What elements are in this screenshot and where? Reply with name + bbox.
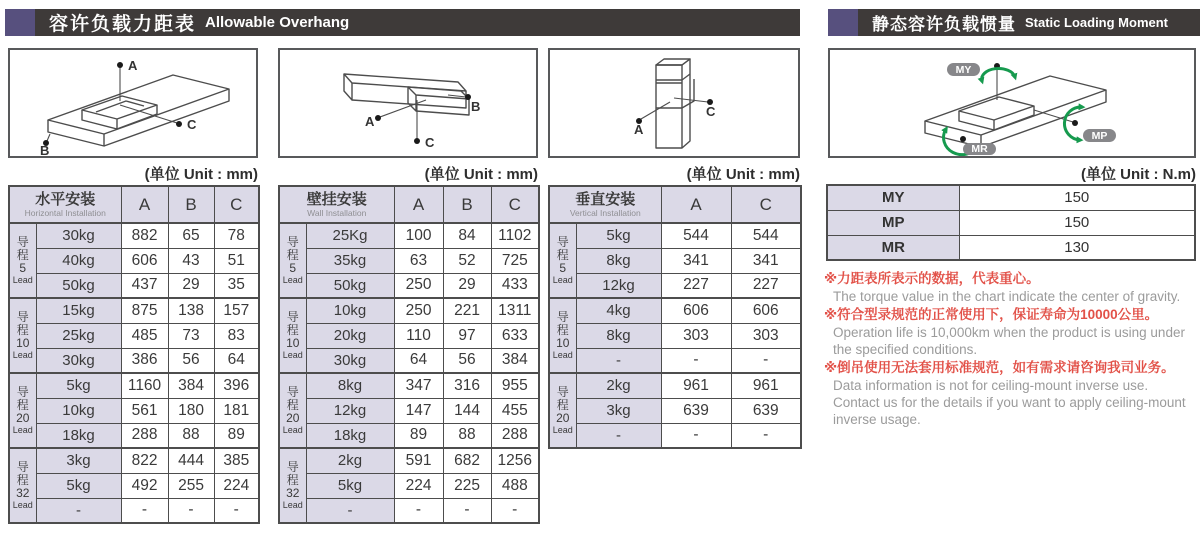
table-row <box>279 348 539 373</box>
mp-label: MP <box>1091 130 1108 142</box>
value-cell: 56 <box>168 348 214 373</box>
rail-wireframe <box>925 76 1106 147</box>
value-cell: 288 <box>121 423 168 448</box>
table-row <box>9 298 259 323</box>
value-cell: 221 <box>443 298 491 323</box>
value-cell: 1256 <box>491 448 539 473</box>
value-cell: 633 <box>491 323 539 348</box>
value-cell: 341 <box>661 248 731 273</box>
value-cell: 89 <box>214 423 259 448</box>
value-cell: 110 <box>394 323 443 348</box>
value-cell: 591 <box>394 448 443 473</box>
table-row <box>9 273 259 298</box>
value-cell: - <box>731 423 801 448</box>
value-cell: 88 <box>443 423 491 448</box>
mr-axis-dot <box>960 136 966 142</box>
value-cell: 882 <box>121 223 168 248</box>
value-cell: 288 <box>491 423 539 448</box>
value-cell: 544 <box>731 223 801 248</box>
value-cell: 78 <box>214 223 259 248</box>
point-a-dot <box>375 115 381 121</box>
value-cell: 1160 <box>121 373 168 398</box>
value-cell: 444 <box>168 448 214 473</box>
weight-cell: 30kg <box>306 348 394 373</box>
weight-cell: - <box>576 348 661 373</box>
table-row <box>9 323 259 348</box>
mr-label: MR <box>971 143 988 155</box>
moment-diagram <box>828 48 1196 158</box>
weight-cell: 18kg <box>306 423 394 448</box>
column-header-a: A <box>394 186 443 223</box>
wall-lead-32-group <box>279 448 539 523</box>
column-header-a: A <box>661 186 731 223</box>
weight-cell: 12kg <box>306 398 394 423</box>
point-label-a: A <box>634 122 644 137</box>
value-cell: 138 <box>168 298 214 323</box>
mp-label-pill <box>1083 129 1116 142</box>
point-label-c: C <box>187 117 197 132</box>
table-row <box>9 373 259 398</box>
lead-20-cell: 导 程 20 Lead <box>549 373 576 448</box>
weight-cell: 8kg <box>306 373 394 398</box>
value-cell: 875 <box>121 298 168 323</box>
value-cell: 1102 <box>491 223 539 248</box>
table-row <box>549 348 801 373</box>
value-cell: 227 <box>731 273 801 298</box>
value-cell: 822 <box>121 448 168 473</box>
header-row <box>279 186 539 223</box>
weight-cell: 4kg <box>576 298 661 323</box>
value-cell: - <box>121 498 168 523</box>
rail-wireframe <box>344 74 469 115</box>
lead-10-cell: 导 程 10 Lead <box>549 298 576 373</box>
lead-20-cell: 导 程 20 Lead <box>9 373 36 448</box>
static-moment-table <box>826 184 1196 261</box>
wall-lead-5-group <box>279 223 539 298</box>
table-row <box>279 223 539 248</box>
value-cell: 1311 <box>491 298 539 323</box>
table-row <box>279 498 539 523</box>
value-cell: 83 <box>214 323 259 348</box>
moment-value-my: 150 <box>959 185 1195 210</box>
vertical-lead-20-group <box>549 373 801 448</box>
value-cell: 639 <box>731 398 801 423</box>
weight-cell: 40kg <box>36 248 121 273</box>
lead-5-cell: 导 程 5 Lead <box>9 223 36 298</box>
weight-cell: 30kg <box>36 223 121 248</box>
value-cell: 100 <box>394 223 443 248</box>
column-header-b: B <box>168 186 214 223</box>
value-cell: 396 <box>214 373 259 398</box>
point-c-dot <box>176 121 182 127</box>
unit-label-mm-3: (单位 Unit : mm) <box>686 166 800 183</box>
point-c-dot <box>414 138 420 144</box>
rail-wireframe <box>656 59 694 148</box>
value-cell: 180 <box>168 398 214 423</box>
table-row <box>279 273 539 298</box>
horizontal-install-svg <box>10 50 256 156</box>
value-cell: 35 <box>214 273 259 298</box>
value-cell: 97 <box>443 323 491 348</box>
moment-label-mp: MP <box>827 210 959 235</box>
value-cell: 433 <box>491 273 539 298</box>
value-cell: - <box>214 498 259 523</box>
mr-label-pill <box>963 143 996 155</box>
value-cell: - <box>443 498 491 523</box>
value-cell: 29 <box>168 273 214 298</box>
moment-row <box>827 210 1195 235</box>
unit-label-mm-2: (单位 Unit : mm) <box>424 166 538 183</box>
lead-32-cell: 导 程 32 Lead <box>9 448 36 523</box>
value-cell: 384 <box>491 348 539 373</box>
weight-cell: 20kg <box>306 323 394 348</box>
moment-table-host <box>826 184 1196 261</box>
value-cell: 955 <box>491 373 539 398</box>
weight-cell: 5kg <box>576 223 661 248</box>
lead-10-cell: 导 程 10 Lead <box>9 298 36 373</box>
value-cell: 144 <box>443 398 491 423</box>
left-section-header <box>5 9 800 36</box>
weight-cell: 30kg <box>36 348 121 373</box>
moment-value-mp: 150 <box>959 210 1195 235</box>
wall-table-title <box>279 186 394 223</box>
header-row <box>9 186 259 223</box>
value-cell: 455 <box>491 398 539 423</box>
value-cell: 303 <box>731 323 801 348</box>
value-cell: 384 <box>168 373 214 398</box>
value-cell: 561 <box>121 398 168 423</box>
weight-cell: 3kg <box>576 398 661 423</box>
value-cell: 147 <box>394 398 443 423</box>
table-row <box>9 398 259 423</box>
wall-lead-20-group <box>279 373 539 448</box>
right-section-header <box>828 9 1200 36</box>
moment-diagram-svg <box>830 50 1194 156</box>
note-text-en: Operation life is 10,000km when the product is using under the specified conditions. <box>833 325 1185 357</box>
accent-square <box>5 9 35 36</box>
horizontal-lead-5-group <box>9 223 259 298</box>
note-text-en: The torque value in the chart indicate the center of gravity. <box>833 289 1181 304</box>
weight-cell: 35kg <box>306 248 394 273</box>
value-cell: - <box>168 498 214 523</box>
value-cell: 639 <box>661 398 731 423</box>
table-row <box>549 248 801 273</box>
weight-cell: 12kg <box>576 273 661 298</box>
table-row <box>279 298 539 323</box>
column-header-c: C <box>731 186 801 223</box>
horizontal-lead-32-group <box>9 448 259 523</box>
table-row <box>279 473 539 498</box>
my-rotation-arrow <box>982 68 1015 81</box>
table-row <box>279 398 539 423</box>
vertical-lead-5-group <box>549 223 801 298</box>
vertical-install-diagram <box>548 48 800 158</box>
value-cell: 303 <box>661 323 731 348</box>
weight-cell: 25Kg <box>306 223 394 248</box>
value-cell: 157 <box>214 298 259 323</box>
left-section-title-zh: 容许负载力距表 <box>49 14 197 35</box>
my-label: MY <box>955 64 972 76</box>
wall-installation-table-host <box>278 185 538 524</box>
right-section-title-zh: 静态容许负载惯量 <box>872 15 1016 34</box>
note-text-zh: ※符合型录规范的正常使用下，保证寿命为10000公里。 <box>824 307 1159 322</box>
value-cell: 64 <box>214 348 259 373</box>
weight-cell: 5kg <box>36 373 121 398</box>
value-cell: 65 <box>168 223 214 248</box>
moment-label-mr: MR <box>827 235 959 260</box>
weight-cell: 5kg <box>306 473 394 498</box>
note-text-en: Data information is not for ceiling-mount inverse use. <box>833 378 1149 393</box>
header-row <box>549 186 801 223</box>
moment-label-my: MY <box>827 185 959 210</box>
value-cell: 52 <box>443 248 491 273</box>
left-section-title-en: Allowable Overhang <box>205 14 350 31</box>
weight-cell: 2kg <box>576 373 661 398</box>
value-cell: 63 <box>394 248 443 273</box>
note-text-en: Contact us for the details if you want to apply ceiling-mount inverse usage. <box>833 395 1186 427</box>
value-cell: - <box>661 348 731 373</box>
value-cell: 347 <box>394 373 443 398</box>
value-cell: 606 <box>661 298 731 323</box>
wall-title-zh: 壁挂安装 <box>306 191 367 208</box>
table-row <box>9 498 259 523</box>
value-cell: 488 <box>491 473 539 498</box>
vertical-installation-table <box>548 185 802 449</box>
table-row <box>549 223 801 248</box>
value-cell: - <box>731 348 801 373</box>
value-cell: 89 <box>394 423 443 448</box>
weight-cell: 5kg <box>36 473 121 498</box>
value-cell: 437 <box>121 273 168 298</box>
table-row <box>279 323 539 348</box>
vertical-table-title <box>549 186 661 223</box>
value-cell: 492 <box>121 473 168 498</box>
horizontal-installation-table-host <box>8 185 258 524</box>
value-cell: 485 <box>121 323 168 348</box>
value-cell: 224 <box>214 473 259 498</box>
table-row <box>549 373 801 398</box>
value-cell: 224 <box>394 473 443 498</box>
weight-cell: 8kg <box>576 323 661 348</box>
horizontal-lead-20-group <box>9 373 259 448</box>
lead-20-cell: 导 程 20 Lead <box>279 373 306 448</box>
my-label-pill <box>947 63 980 76</box>
weight-cell: - <box>306 498 394 523</box>
horizontal-lead-10-group <box>9 298 259 373</box>
weight-cell: 3kg <box>36 448 121 473</box>
value-cell: 250 <box>394 298 443 323</box>
point-label-a: A <box>365 114 375 129</box>
wall-installation-table <box>278 185 540 524</box>
value-cell: 225 <box>443 473 491 498</box>
note-text-zh: ※倒吊使用无法套用标准规范，如有需求请咨询我司业务。 <box>824 360 1175 375</box>
column-header-c: C <box>491 186 539 223</box>
table-row <box>9 248 259 273</box>
unit-label-mm-1: (单位 Unit : mm) <box>144 166 258 183</box>
wall-install-svg <box>280 50 536 156</box>
table-row <box>279 448 539 473</box>
wall-install-diagram <box>278 48 538 158</box>
horizontal-installation-table <box>8 185 260 524</box>
weight-cell: 10kg <box>306 298 394 323</box>
value-cell: - <box>661 423 731 448</box>
table-row <box>279 373 539 398</box>
weight-cell: - <box>36 498 121 523</box>
weight-cell: 10kg <box>36 398 121 423</box>
accent-square <box>828 9 858 36</box>
value-cell: 961 <box>731 373 801 398</box>
weight-cell: 50kg <box>306 273 394 298</box>
value-cell: 73 <box>168 323 214 348</box>
notes <box>824 269 1200 428</box>
weight-cell: 2kg <box>306 448 394 473</box>
value-cell: 316 <box>443 373 491 398</box>
point-label-a: A <box>128 58 138 73</box>
value-cell: 255 <box>168 473 214 498</box>
unit-label-nm: (单位 Unit : N.m) <box>1081 166 1196 183</box>
vertical-title-en: Vertical Installation <box>569 208 641 218</box>
vertical-lead-10-group <box>549 298 801 373</box>
point-label-c: C <box>425 135 435 150</box>
vertical-title-zh: 垂直安装 <box>575 191 636 208</box>
vertical-install-svg <box>550 50 798 156</box>
lead-5-cell: 导 程 5 Lead <box>549 223 576 298</box>
value-cell: 386 <box>121 348 168 373</box>
table-row <box>9 448 259 473</box>
value-cell: 682 <box>443 448 491 473</box>
value-cell: 84 <box>443 223 491 248</box>
value-cell: 961 <box>661 373 731 398</box>
value-cell: 88 <box>168 423 214 448</box>
horizontal-title-zh: 水平安装 <box>35 191 96 208</box>
column-header-b: B <box>443 186 491 223</box>
weight-cell: 18kg <box>36 423 121 448</box>
moment-value-mr: 130 <box>959 235 1195 260</box>
table-row <box>9 348 259 373</box>
table-row <box>279 248 539 273</box>
weight-cell: 50kg <box>36 273 121 298</box>
right-section-header-bar <box>858 9 1200 36</box>
lead-5-cell: 导 程 5 Lead <box>279 223 306 298</box>
horizontal-title-en: Horizontal Installation <box>24 208 106 218</box>
point-a-dot <box>117 62 123 68</box>
moment-row <box>827 235 1195 260</box>
lead-10-cell: 导 程 10 Lead <box>279 298 306 373</box>
lead-32-cell: 导 程 32 Lead <box>279 448 306 523</box>
point-label-b: B <box>471 99 481 114</box>
value-cell: 29 <box>443 273 491 298</box>
right-section-title-en: Static Loading Moment <box>1025 15 1168 30</box>
value-cell: 227 <box>661 273 731 298</box>
table-row <box>9 223 259 248</box>
value-cell: 250 <box>394 273 443 298</box>
value-cell: 181 <box>214 398 259 423</box>
value-cell: 56 <box>443 348 491 373</box>
mp-axis-dot <box>1072 120 1078 126</box>
value-cell: 385 <box>214 448 259 473</box>
vertical-installation-table-host <box>548 185 800 449</box>
value-cell: 725 <box>491 248 539 273</box>
table-row <box>549 298 801 323</box>
value-cell: - <box>491 498 539 523</box>
note-text-zh: ※力距表所表示的数据，代表重心。 <box>824 271 1040 286</box>
column-header-a: A <box>121 186 168 223</box>
value-cell: 43 <box>168 248 214 273</box>
left-section-header-bar <box>35 9 800 36</box>
table-row <box>549 273 801 298</box>
horizontal-table-title <box>9 186 121 223</box>
value-cell: 606 <box>731 298 801 323</box>
table-row <box>279 423 539 448</box>
table-row <box>9 473 259 498</box>
table-row <box>9 423 259 448</box>
value-cell: 51 <box>214 248 259 273</box>
horizontal-install-diagram <box>8 48 258 158</box>
table-row <box>549 423 801 448</box>
point-label-b: B <box>40 143 50 156</box>
value-cell: 544 <box>661 223 731 248</box>
wall-lead-10-group <box>279 298 539 373</box>
table-row <box>549 323 801 348</box>
wall-title-en: Wall Installation <box>307 208 367 218</box>
table-row <box>549 398 801 423</box>
weight-cell: 25kg <box>36 323 121 348</box>
weight-cell: 8kg <box>576 248 661 273</box>
column-header-c: C <box>214 186 259 223</box>
value-cell: 341 <box>731 248 801 273</box>
moment-row <box>827 185 1195 210</box>
value-cell: 64 <box>394 348 443 373</box>
weight-cell: 15kg <box>36 298 121 323</box>
point-label-c: C <box>706 104 716 119</box>
value-cell: - <box>394 498 443 523</box>
value-cell: 606 <box>121 248 168 273</box>
weight-cell: - <box>576 423 661 448</box>
